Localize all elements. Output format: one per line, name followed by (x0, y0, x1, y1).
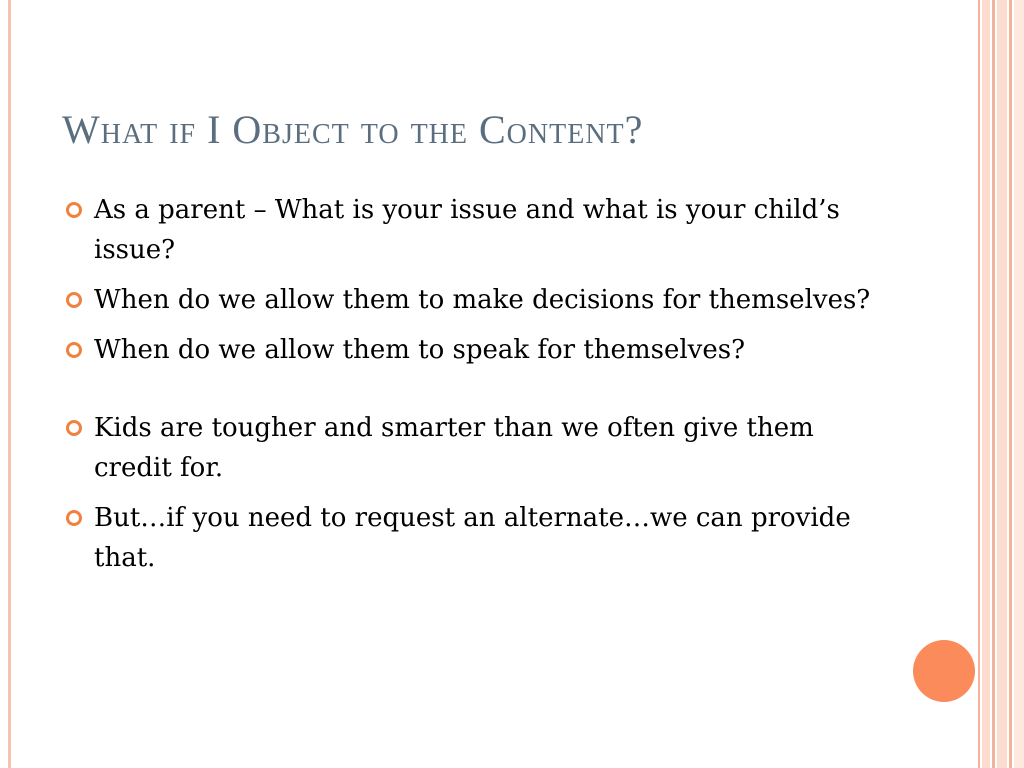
bullet-list (64, 190, 884, 588)
bullet-text: When do we allow them to speak for themselves? (94, 335, 746, 365)
bullet-text: Kids are tougher and smarter than we often give them credit for. (94, 413, 814, 483)
right-stripe (992, 0, 995, 768)
left-border-rule (8, 0, 11, 768)
ring-bullet-icon (66, 202, 82, 218)
bullet-item (64, 190, 884, 270)
bullet-item (64, 408, 884, 488)
bullet-text: As a parent – What is your issue and what is your child’s issue? (94, 195, 840, 265)
bullet-item (64, 280, 884, 320)
bullet-item (64, 330, 884, 370)
right-stripe (1009, 0, 1012, 768)
ring-bullet-icon (66, 342, 82, 358)
ring-bullet-icon (66, 292, 82, 308)
right-stripe (982, 0, 990, 768)
bullet-text: But…if you need to request an alternate…we can provide that. (94, 503, 851, 573)
ring-bullet-icon (66, 420, 82, 436)
decorative-circle (913, 640, 975, 702)
ring-bullet-icon (66, 510, 82, 526)
bullet-item (64, 498, 884, 578)
bullet-text: When do we allow them to make decisions for themselves? (94, 285, 871, 315)
right-stripe (997, 0, 1007, 768)
slide-title: What if I Object to the Content? (62, 107, 644, 152)
right-stripe (978, 0, 980, 768)
right-stripe (1014, 0, 1024, 768)
